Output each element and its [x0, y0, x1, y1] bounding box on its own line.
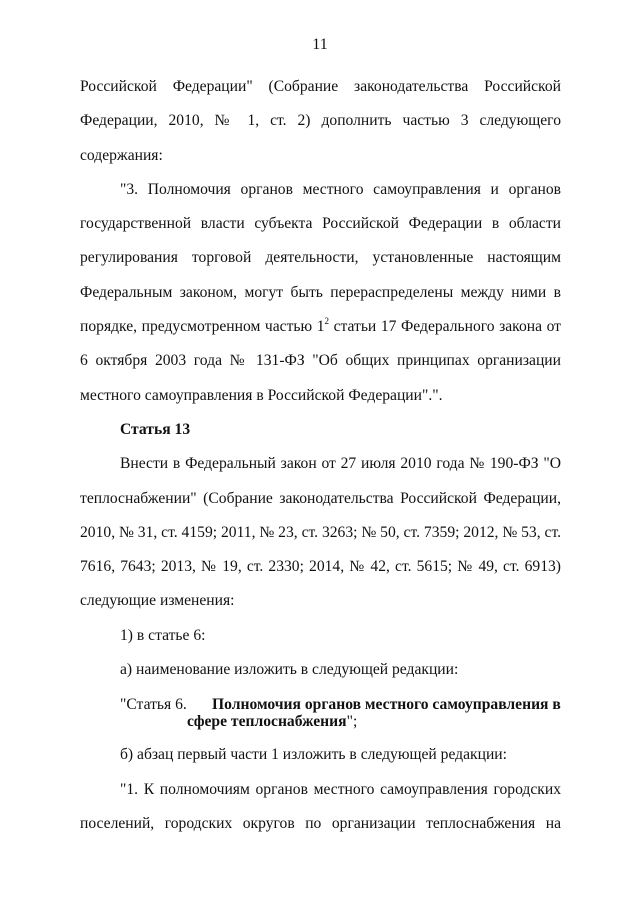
paragraph-item-1: 1) в статье 6: — [120, 626, 206, 644]
paragraph-part-3-quote — [80, 173, 561, 413]
superscript-mark: 2 — [324, 316, 330, 327]
paragraph-item-b: б) абзац первый части 1 изложить в следующей редакции: — [120, 746, 507, 764]
page-number: 11 — [312, 36, 328, 53]
article-6-title-bold-line1: Полномочия органов местного самоуправления в — [212, 696, 561, 714]
paragraph-part-3-text: "3. Полномочия органов местного самоуправления и органов государственной власти субъекта Российской Федерации в области регулирования торговой деятельности, установленные настоящим Федеральным законом, могут быть перераспределены между ними в порядке, предусмотренном частью 1 — [80, 180, 561, 336]
paragraph-part-1-quote: "1. К полномочиям органов местного самоуправления городских поселений, городских округов по организации теплоснабжения на — [80, 780, 561, 832]
article-13-heading: Статья 13 — [120, 420, 191, 438]
article-6-title-tail: "; — [346, 713, 358, 731]
paragraph-article-13-intro: Внести в Федеральный закон от 27 июля 2010 года № 190-ФЗ "О теплоснабжении" (Собрание законодательства Российской Федерации, 2010, № 31, ст. 4159; 2011, № 23, ст. 3263; № 50, ст. 7359; 2012, № 53, ст. 7616, 7643; 2013, № 19, ст. 2330; 2014, № 42, ст. 5615; № 49, ст. 6913) следующие изменения: — [80, 455, 561, 610]
paragraph-item-a: а) наименование изложить в следующей редакции: — [120, 661, 459, 679]
paragraph-continuation: Российской Федерации" (Собрание законодательства Российской Федерации, 2010, № 1, ст. 2) дополнить частью 3 следующего содержания: — [80, 78, 561, 164]
article-6-title-bold-line2: сфере теплоснабжения — [187, 713, 347, 731]
article-6-title-lead: "Статья 6. — [120, 696, 187, 714]
article-6-title-block — [120, 687, 561, 738]
paragraph-part-3-text-end: статьи 17 Федерального закона от 6 октября 2003 года № 131-ФЗ "Об общих принципах организации местного самоуправления в Российской Федерации".". — [80, 318, 561, 404]
document-body — [80, 70, 561, 841]
